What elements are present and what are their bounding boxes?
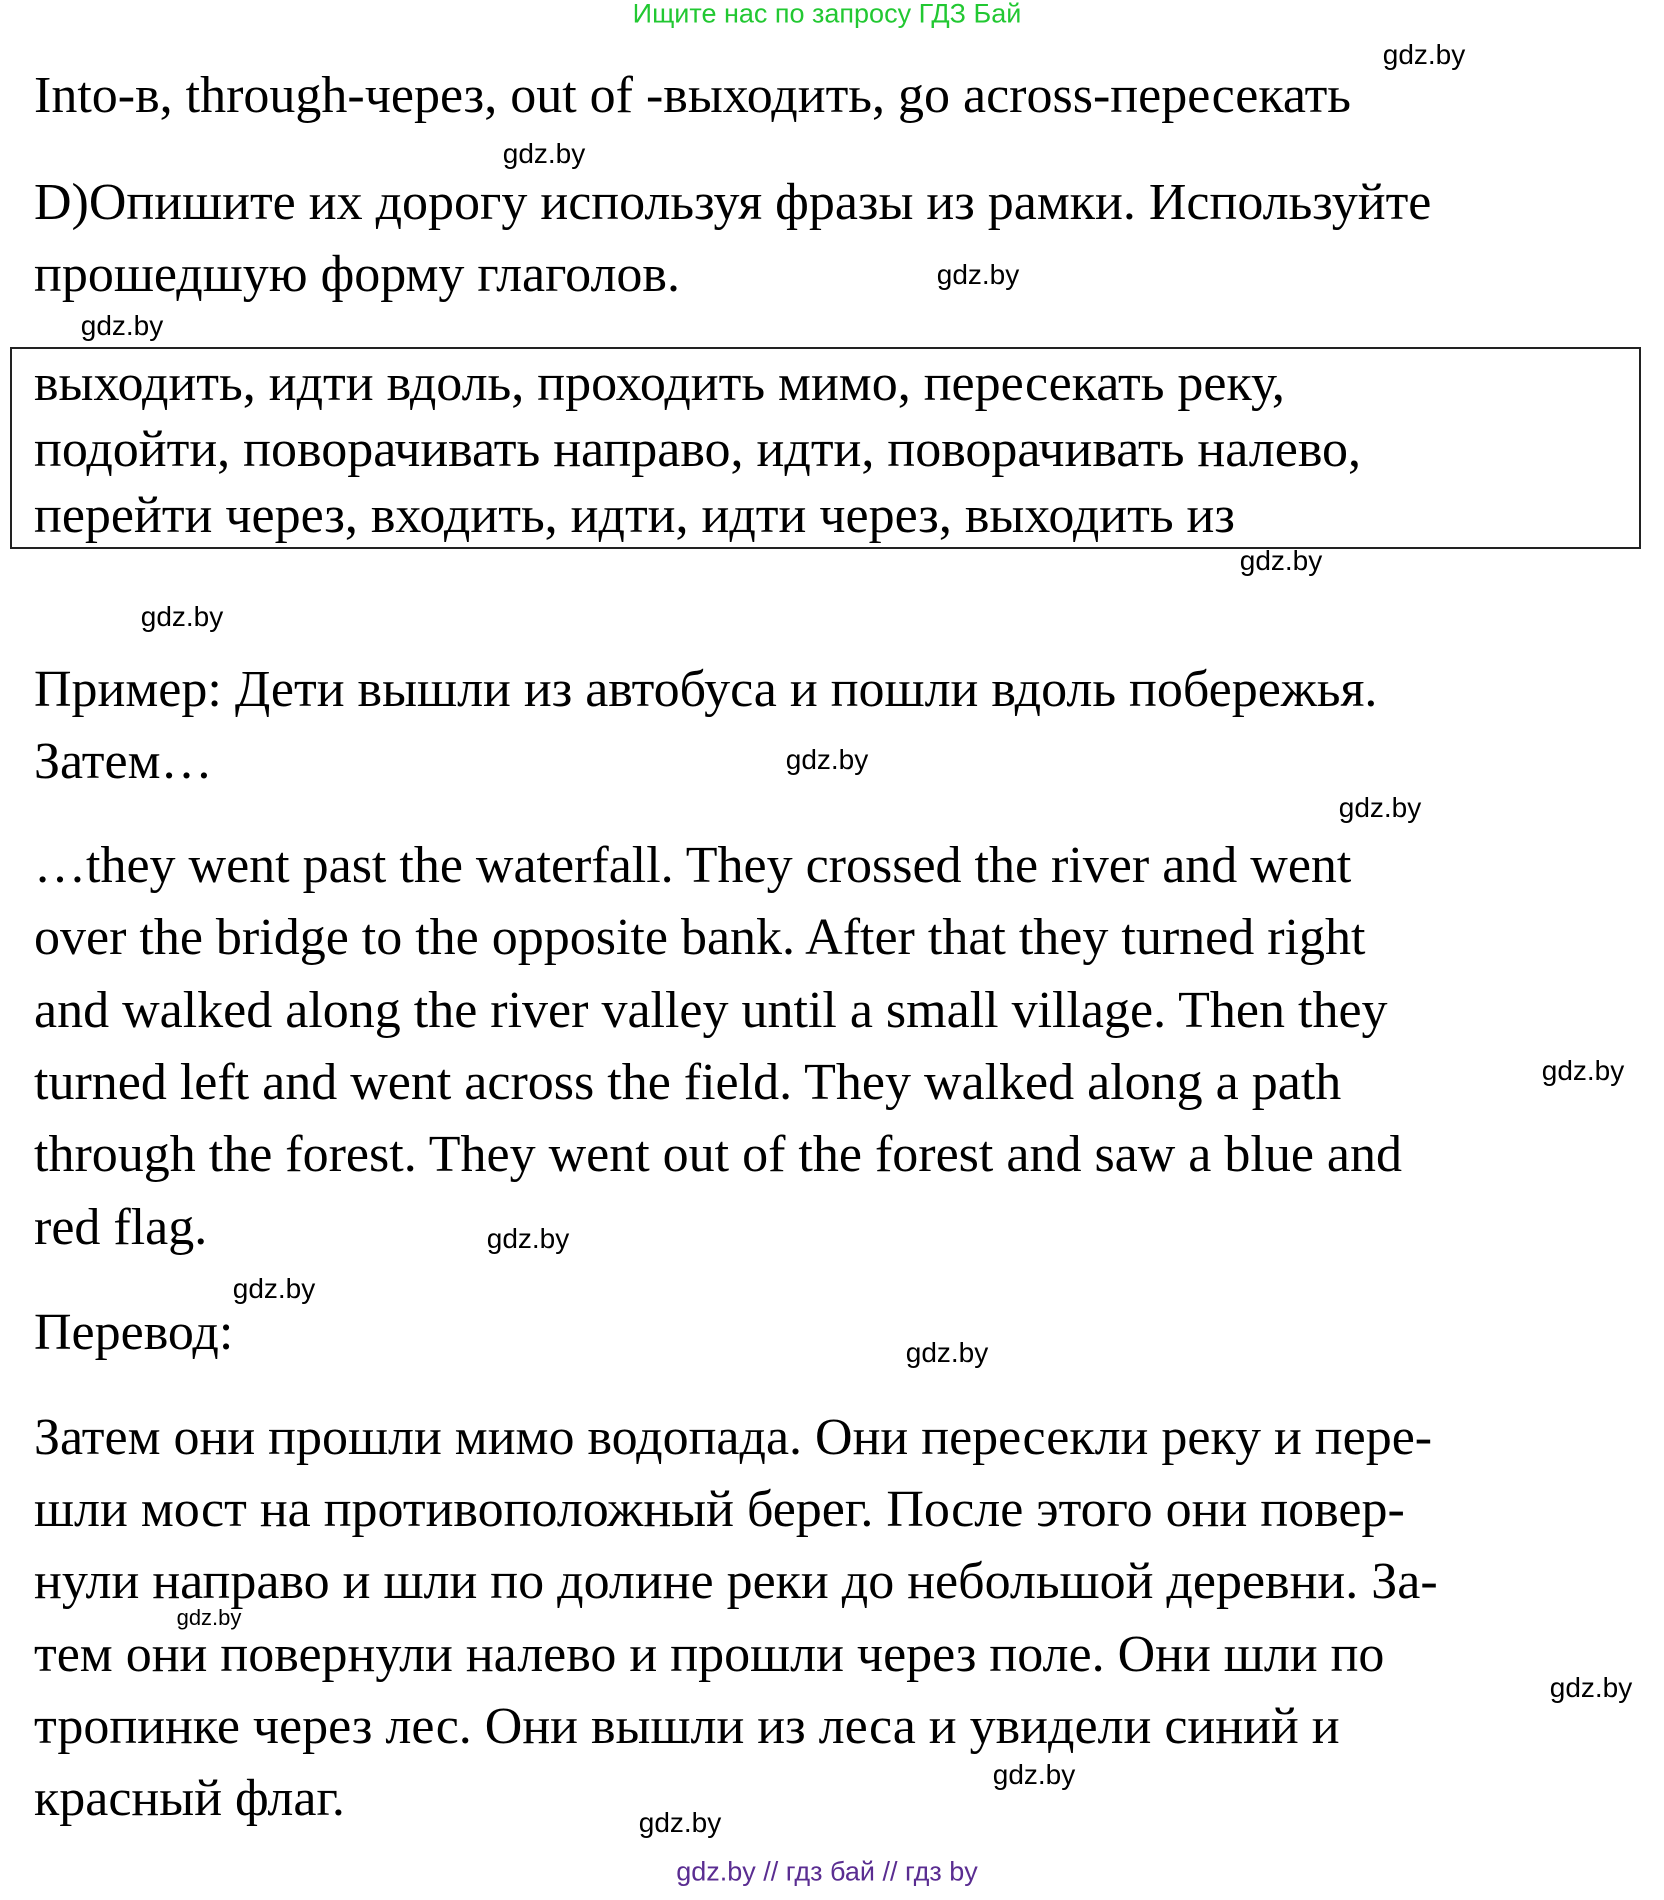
phrase-line: выходить, идти вдоль, проходить мимо, пересекать реку,: [34, 355, 1285, 412]
translation-line: красный флаг.: [34, 1770, 345, 1827]
task-line: D)Опишите их дорогу используя фразы из рамки. Используйте: [34, 174, 1432, 231]
watermark: gdz.by: [1541, 1055, 1625, 1086]
watermark: gdz.by: [785, 744, 869, 775]
watermark: gdz.by: [1549, 1672, 1633, 1703]
example-line: Пример: Дети вышли из автобуса и пошли вдоль побережья.: [34, 661, 1378, 718]
vocab-line: Into-в, through-через, out of -выходить, go across-пересекать: [34, 67, 1352, 124]
search-hint-banner: Ищите нас по запросу ГДЗ Бай: [632, 0, 1022, 29]
watermark: gdz.by: [1239, 545, 1323, 576]
watermark: gdz.by: [1338, 792, 1422, 823]
watermark: gdz.by: [232, 1273, 316, 1304]
answer-line: …they went past the waterfall. They crossed the river and went: [34, 837, 1352, 894]
footer-links[interactable]: gdz.by // гдз бай // гдз by: [676, 1856, 978, 1887]
task-line: прошедшую форму глаголов.: [34, 246, 680, 303]
translation-line: нули направо и шли по долине реки до небольшой деревни. За-: [34, 1553, 1438, 1610]
translation-line: шли мост на противоположный берег. После этого они повер-: [34, 1481, 1405, 1538]
watermark: gdz.by: [176, 1605, 242, 1630]
watermark: gdz.by: [905, 1337, 989, 1368]
watermark: gdz.by: [486, 1223, 570, 1254]
translation-heading: Перевод:: [34, 1304, 234, 1361]
watermark: gdz.by: [936, 259, 1020, 290]
phrase-line: перейти через, входить, идти, идти через, выходить из: [34, 487, 1235, 544]
answer-line: through the forest. They went out of the forest and saw a blue and: [34, 1126, 1402, 1183]
translation-line: тем они повернули налево и прошли через поле. Они шли по: [34, 1626, 1385, 1683]
translation-line: тропинке через лес. Они вышли из леса и увидели синий и: [34, 1698, 1340, 1755]
answer-line: red flag.: [34, 1199, 208, 1256]
phrase-line: подойти, поворачивать направо, идти, поворачивать налево,: [34, 421, 1362, 478]
watermark: gdz.by: [1382, 39, 1466, 70]
watermark: gdz.by: [80, 310, 164, 341]
answer-line: over the bridge to the opposite bank. After that they turned right: [34, 909, 1366, 966]
answer-line: and walked along the river valley until a small village. Then they: [34, 982, 1388, 1039]
watermark: gdz.by: [502, 138, 586, 169]
watermark: gdz.by: [638, 1807, 722, 1838]
watermark: gdz.by: [140, 601, 224, 632]
example-line: Затем…: [34, 733, 213, 790]
translation-line: Затем они прошли мимо водопада. Они пересекли реку и пере-: [34, 1409, 1433, 1466]
answer-line: turned left and went across the field. They walked along a path: [34, 1054, 1342, 1111]
watermark: gdz.by: [992, 1759, 1076, 1790]
